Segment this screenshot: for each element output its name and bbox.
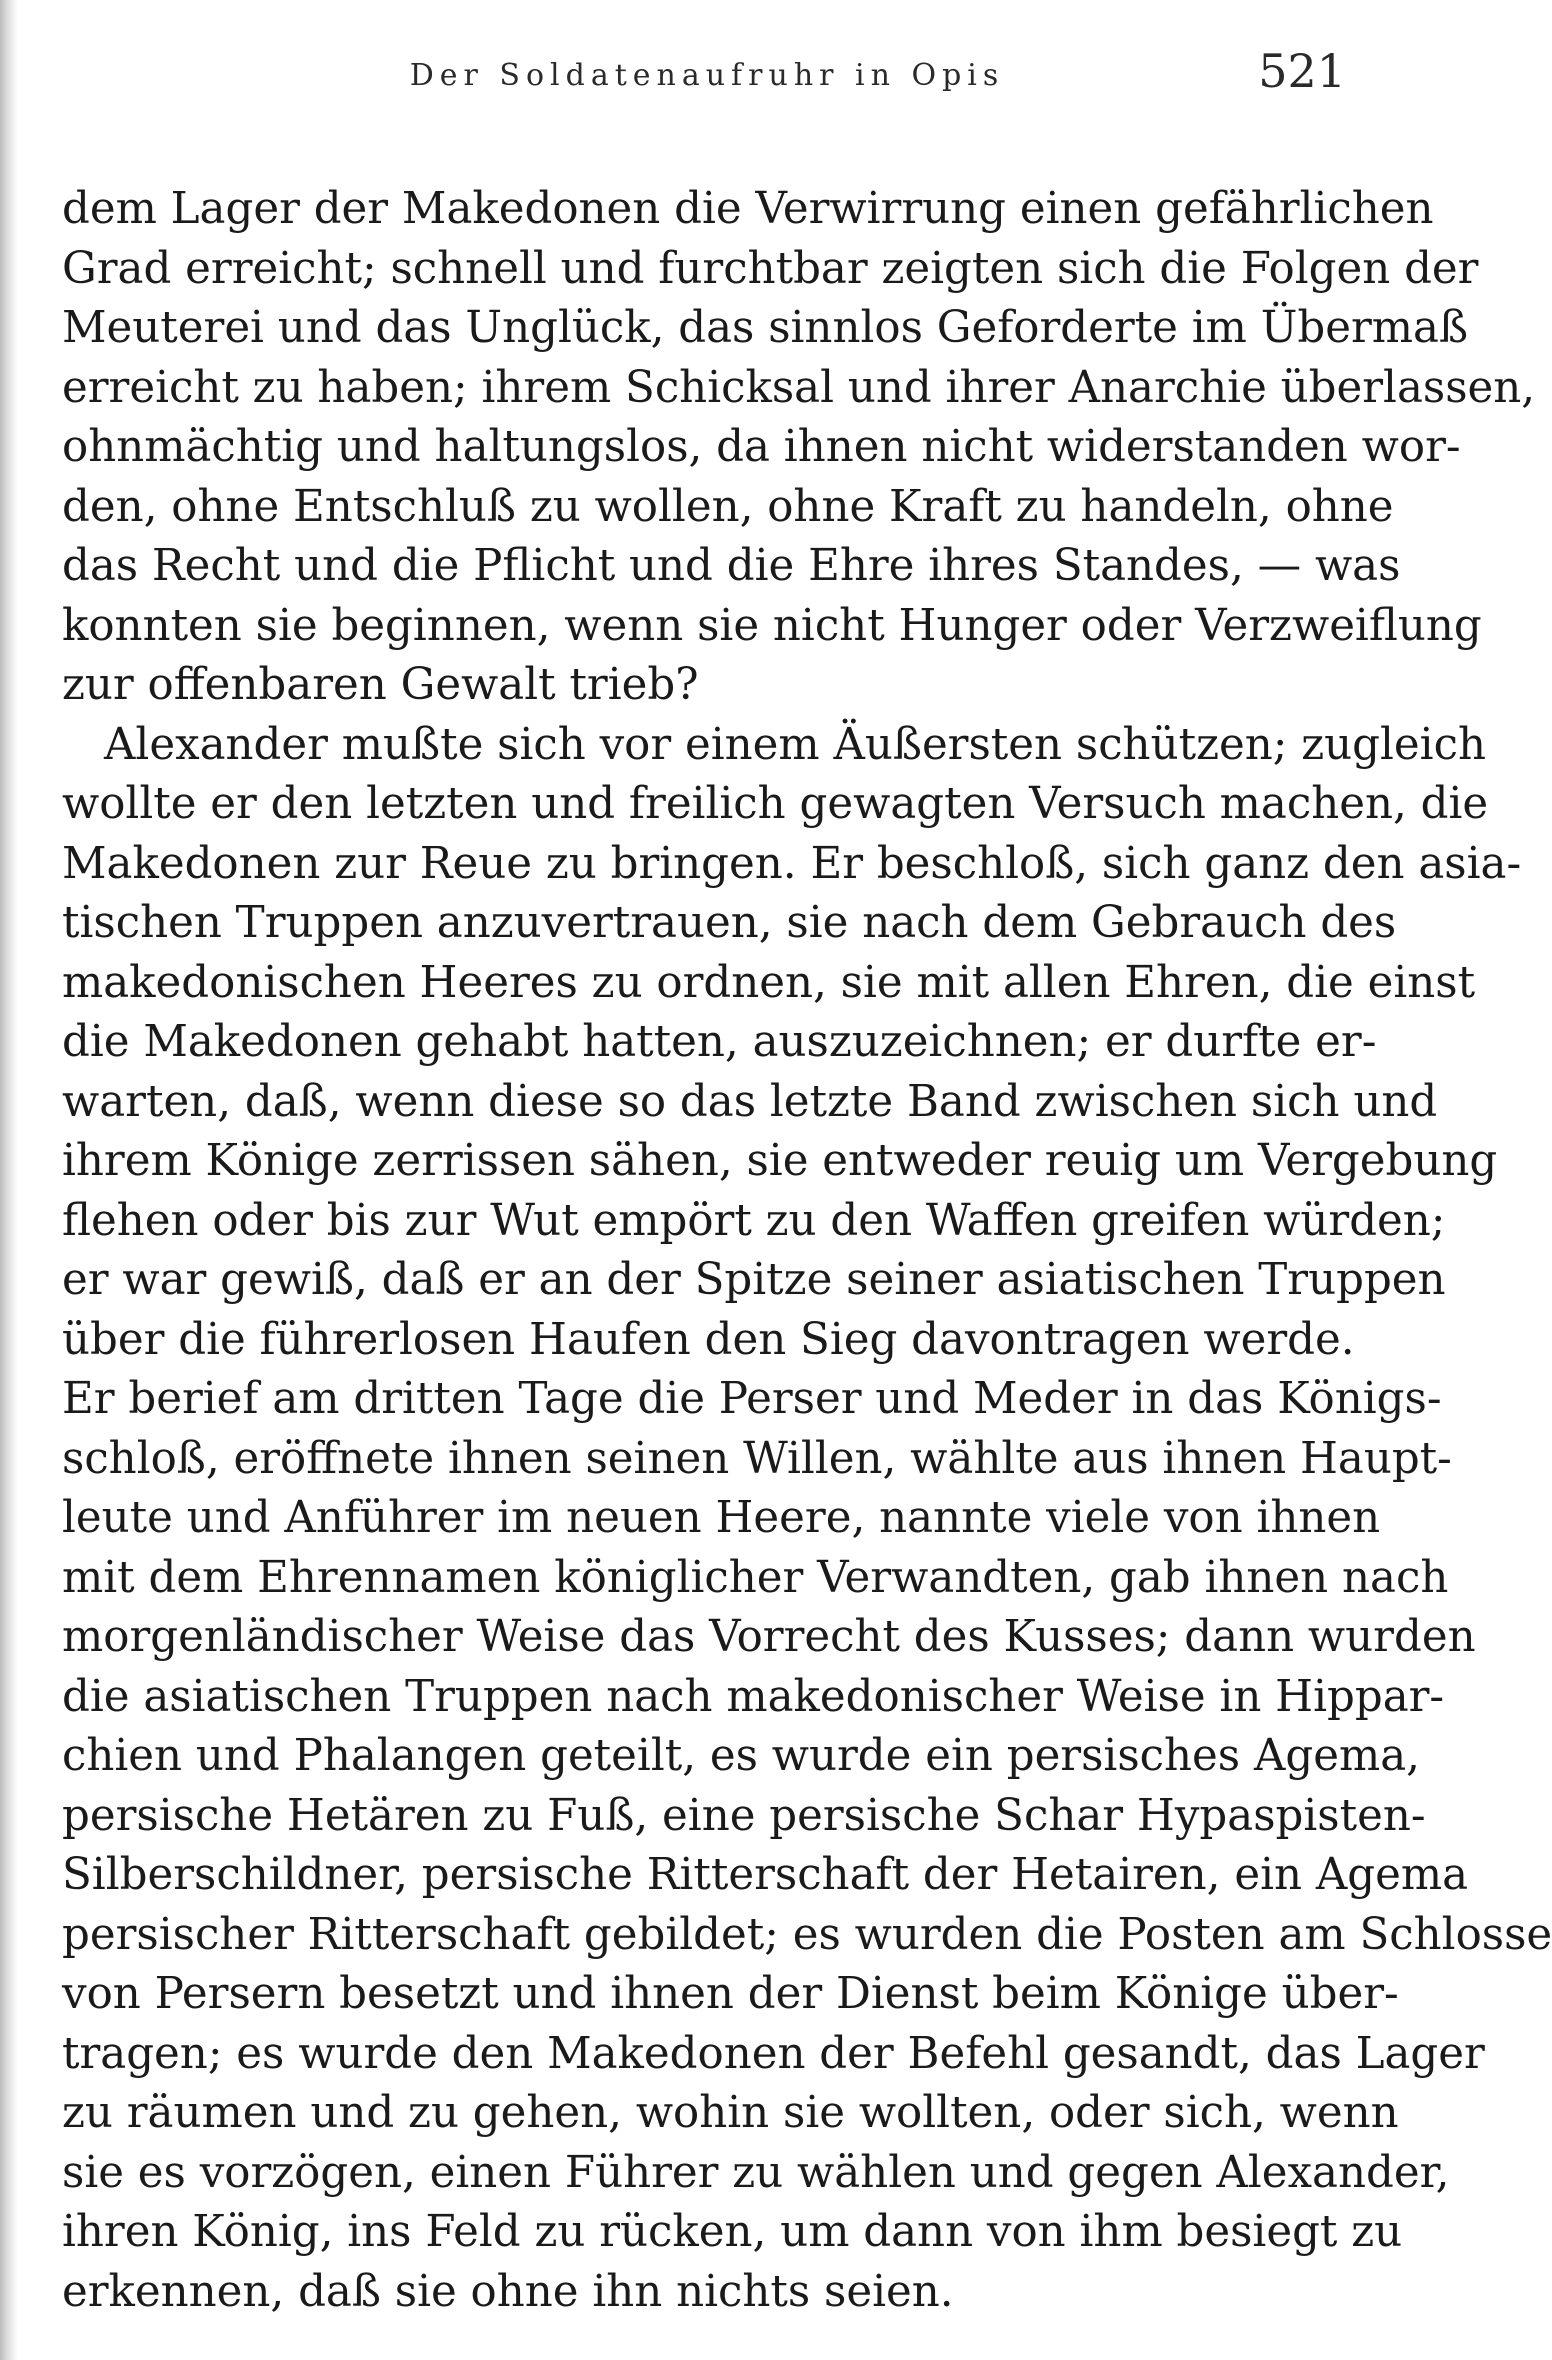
text-line: ihren König, ins Feld zu rücken, um dann von ihm besiegt zu (62, 2207, 1403, 2257)
text-line: erreicht zu haben; ihrem Schicksal und ihrer Anarchie überlassen, (62, 362, 1536, 413)
text-line: ihrem Könige zerrissen sähen, sie entweder reuig um Vergebung (62, 1136, 1498, 1186)
text-line: tischen Truppen anzuvertrauen, sie nach dem Gebrauch des (62, 898, 1397, 948)
text-line: schloß, eröffnete ihnen seinen Willen, wählte aus ihnen Haupt- (62, 1433, 1452, 1484)
running-title: Der Soldatenaufruhr in Opis (409, 58, 1005, 93)
text-line: Alexander mußte sich vor einem Äußersten schützen; zugleich (104, 719, 1486, 770)
text-line: sie es vorzögen, einen Führer zu wählen und gegen Alexander, (62, 2147, 1450, 2198)
text-line: Grad erreicht; schnell und furchtbar zeigten sich die Folgen der (62, 243, 1479, 294)
text-line: die asiatischen Truppen nach makedonischer Weise in Hippar- (62, 1671, 1445, 1722)
text-line: persischer Ritterschaft gebildet; es wurden die Posten am Schlosse (62, 1909, 1552, 1960)
text-line: das Recht und die Pflicht und die Ehre ihres Standes, — was (62, 541, 1401, 591)
text-line: chien und Phalangen geteilt, es wurde ein persisches Agema, (62, 1731, 1420, 1781)
text-line: erkennen, daß sie ohne ihn nichts seien. (62, 2266, 954, 2317)
text-line: morgenländischer Weise das Vorrecht des Kusses; dann wurden (62, 1612, 1476, 1662)
text-line: zu räumen und zu gehen, wohin sie wollten, oder sich, wenn (62, 2088, 1399, 2138)
text-line: zur offenbaren Gewalt trieb? (62, 660, 699, 710)
text-line: Silberschildner, persische Ritterschaft der Hetairen, ein Agema (62, 1850, 1469, 1900)
text-line: über die führerlosen Haufen den Sieg davontragen werde. (62, 1314, 1355, 1365)
text-line: leute und Anführer im neuen Heere, nannte viele von ihnen (62, 1493, 1381, 1543)
text-line: makedonischen Heeres zu ordnen, sie mit allen Ehren, die einst (62, 957, 1476, 1008)
text-line: Meuterei und das Unglück, das sinnlos Geforderte im Übermaß (62, 303, 1468, 353)
text-line: von Persern besetzt und ihnen der Dienst beim Könige über- (62, 1969, 1399, 2019)
body-text (62, 180, 1552, 2322)
paragraph (62, 180, 1536, 716)
text-line: wollte er den letzten und freilich gewagten Versuch machen, die (62, 779, 1489, 829)
scan-edge-shadow (0, 0, 18, 2360)
text-line: mit dem Ehrennamen königlicher Verwandten, gab ihnen nach (62, 1552, 1449, 1603)
paragraph (62, 716, 1552, 2323)
text-line: Er berief am dritten Tage die Perser und Meder in das Königs- (62, 1374, 1442, 1424)
text-line: tragen; es wurde den Makedonen der Befehl gesandt, das Lager (62, 2028, 1485, 2079)
text-line: persische Hetären zu Fuß, eine persische Schar Hypaspisten- (62, 1790, 1426, 1841)
text-line: dem Lager der Makedonen die Verwirrung einen gefährlichen (62, 184, 1434, 234)
page-header (62, 40, 1352, 130)
text-line: die Makedonen gehabt hatten, auszuzeichnen; er durfte er- (62, 1017, 1377, 1067)
text-line: flehen oder bis zur Wut empört zu den Waffen greifen würden; (62, 1195, 1446, 1246)
text-line: warten, daß, wenn diese so das letzte Band zwischen sich und (62, 1076, 1438, 1127)
page-number: 521 (1258, 44, 1346, 98)
text-line: konnten sie beginnen, wenn sie nicht Hunger oder Verzweiflung (62, 600, 1482, 651)
book-page (62, 40, 1552, 2320)
text-line: den, ohne Entschluß zu wollen, ohne Kraft zu handeln, ohne (62, 481, 1394, 532)
text-line: ohnmächtig und haltungslos, da ihnen nicht widerstanden wor- (62, 422, 1461, 472)
text-line: er war gewiß, daß er an der Spitze seiner asiatischen Truppen (62, 1255, 1446, 1305)
text-line: Makedonen zur Reue zu bringen. Er beschloß, sich ganz den asia- (62, 838, 1522, 889)
